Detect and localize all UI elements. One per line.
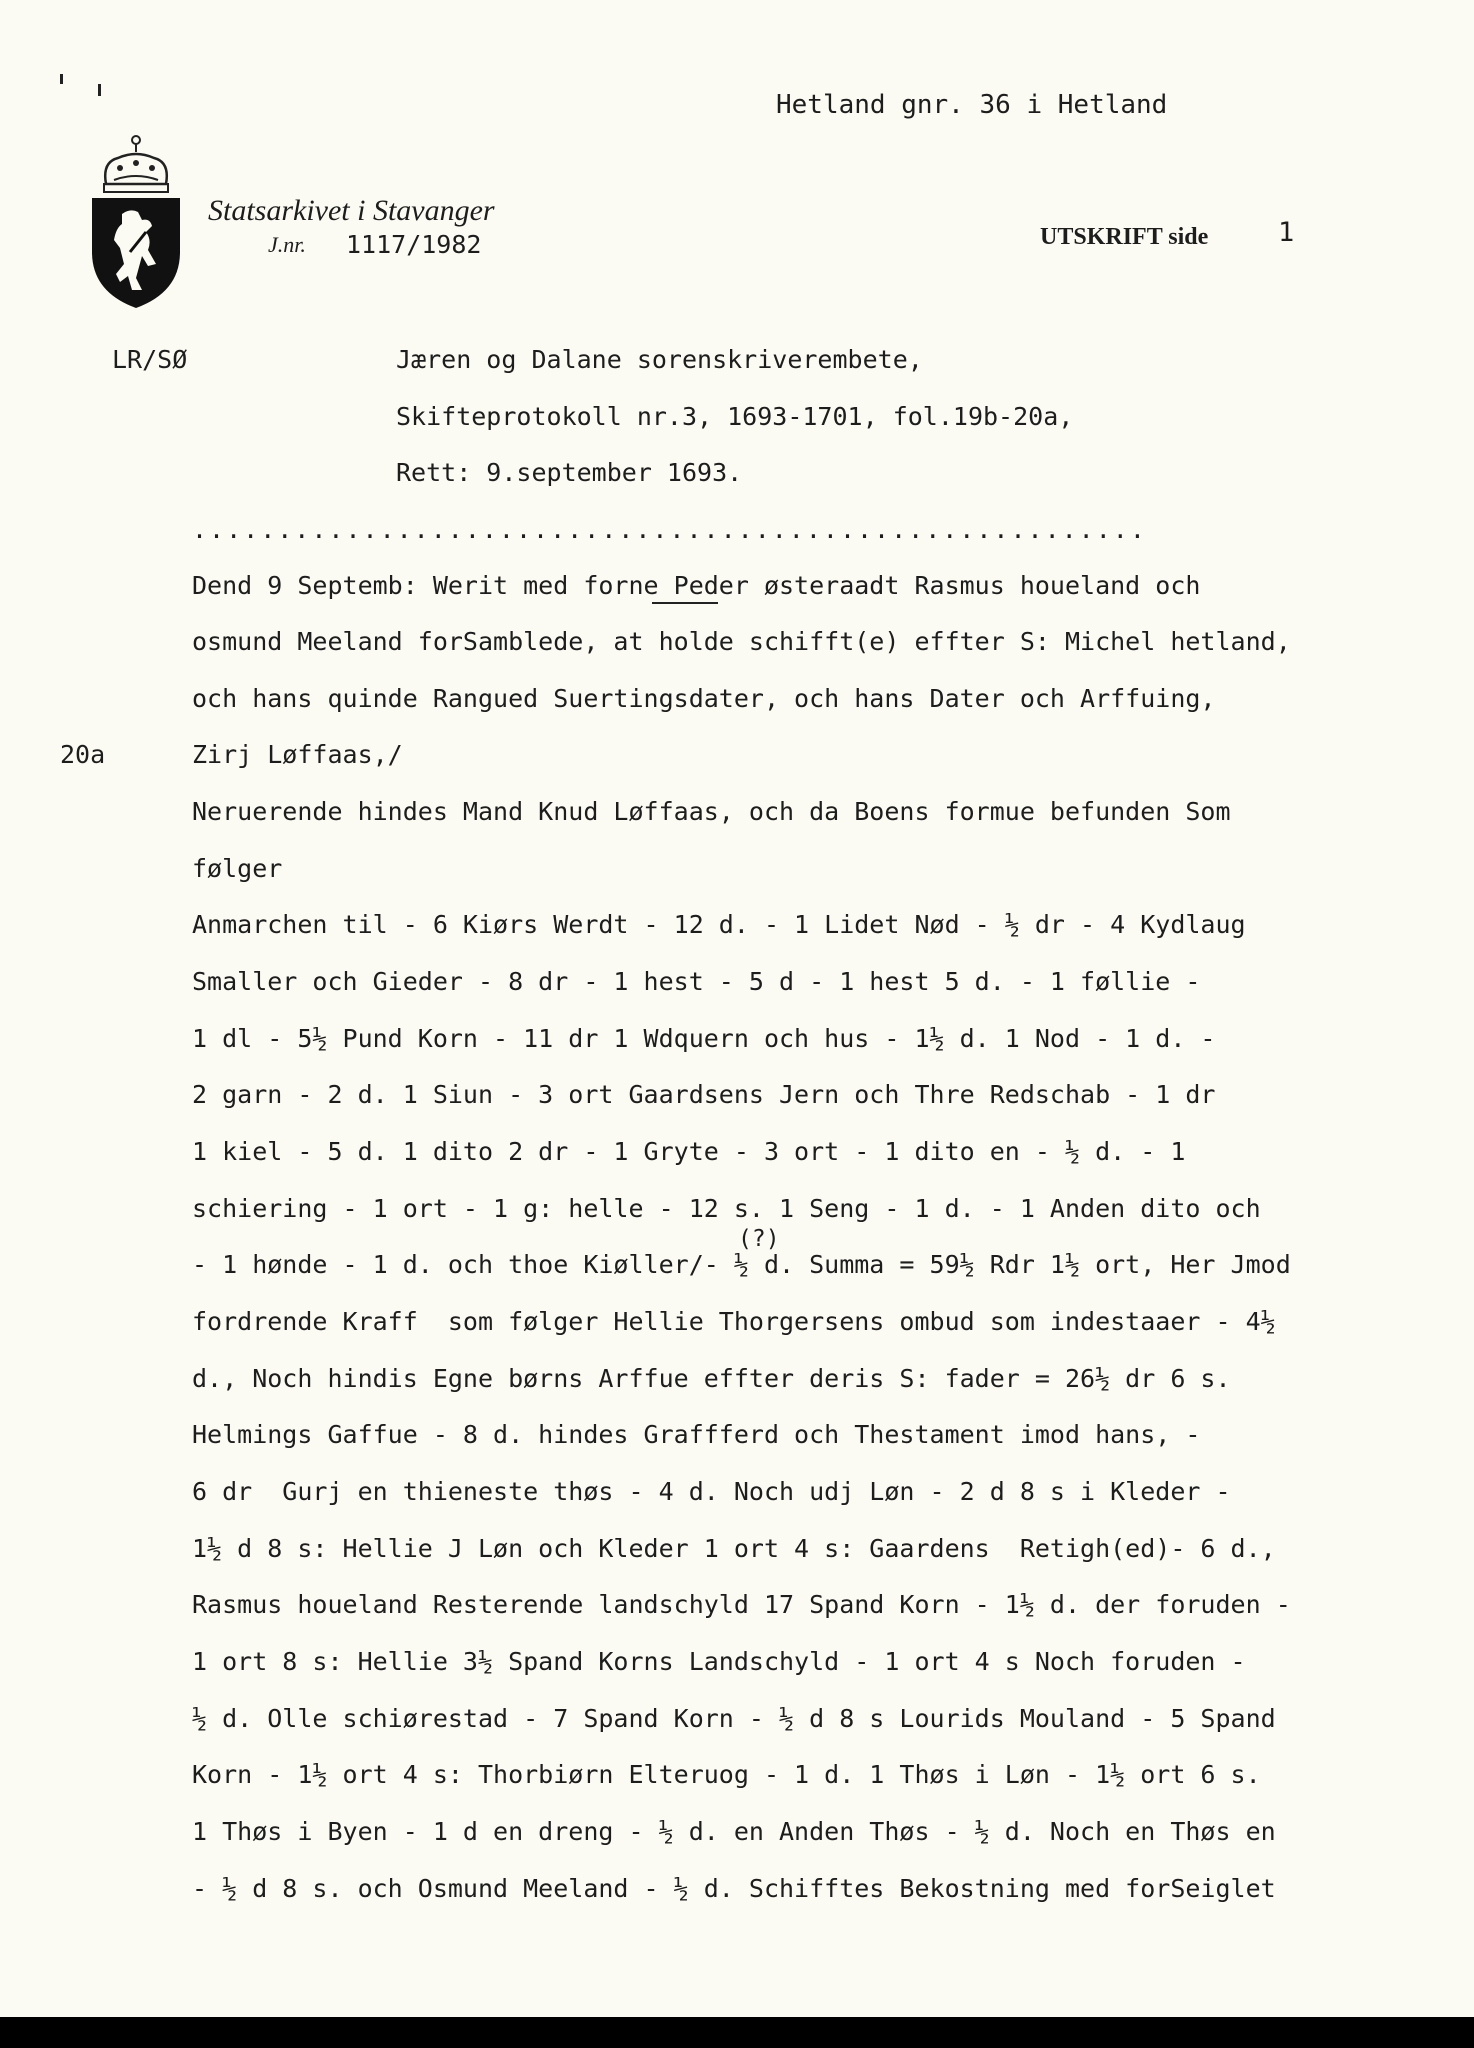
body-line-11: 1 kiel - 5 d. 1 dito 2 dr - 1 Gryte - 3 ort - 1 dito en - ½ d. - 1: [192, 1137, 1186, 1166]
body-line-16: Helmings Gaffue - 8 d. hindes Graffferd och Thestament imod hans, -: [192, 1420, 1201, 1449]
source-line-3: Rett: 9.september 1693.: [396, 458, 743, 487]
coat-of-arms-emblem: [86, 132, 186, 312]
source-line-1: Jæren og Dalane sorenskriverembete,: [396, 345, 923, 374]
body-line-04: Zirj Løffaas,/: [192, 740, 403, 769]
body-line-22: Korn - 1½ ort 4 s: Thorbiørn Elteruog - 1 d. 1 Thøs i Løn - 1½ ort 6 s.: [192, 1760, 1261, 1789]
annotation-question: (?): [738, 1226, 780, 1252]
underline-mark: [652, 602, 718, 604]
body-line-05: Neruerende hindes Mand Knud Løffaas, och da Boens formue befunden Som: [192, 797, 1231, 826]
archive-name: Statsarkivet i Stavanger: [208, 194, 495, 227]
body-line-21: ½ d. Olle schiørestad - 7 Spand Korn - ½ d 8 s Lourids Mouland - 5 Spand: [192, 1704, 1276, 1733]
body-line-09: 1 dl - 5½ Pund Korn - 11 dr 1 Wdquern och hus - 1½ d. 1 Nod - 1 d. -: [192, 1024, 1216, 1053]
body-line-01: Dend 9 Septemb: Werit med forne Peder østeraadt Rasmus houeland och: [192, 571, 1201, 600]
body-line-12: schiering - 1 ort - 1 g: helle - 12 s. 1 Seng - 1 d. - 1 Anden dito och: [192, 1194, 1261, 1223]
corner-mark: [98, 84, 101, 96]
jnr-label: J.nr.: [268, 232, 306, 257]
margin-note-folio: 20a: [60, 740, 106, 769]
dotted-separator: ........................................................: [192, 515, 1147, 544]
body-line-03: och hans quinde Rangued Suertingsdater, och hans Dater och Arffuing,: [192, 684, 1216, 713]
initials: LR/SØ: [112, 345, 188, 374]
jnr-value: 1117/1982: [346, 230, 482, 259]
body-line-17: 6 dr Gurj en thieneste thøs - 4 d. Noch udj Løn - 2 d 8 s i Kleder -: [192, 1477, 1231, 1506]
body-line-10: 2 garn - 2 d. 1 Siun - 3 ort Gaardsens Jern och Thre Redschab - 1 dr: [192, 1080, 1216, 1109]
body-line-18: 1½ d 8 s: Hellie J Løn och Kleder 1 ort 4 s: Gaardens Retigh(ed)- 6 d.,: [192, 1534, 1276, 1563]
body-line-14: fordrende Kraff som følger Hellie Thorgersens ombud som indestaaer - 4½: [192, 1307, 1276, 1336]
body-line-20: 1 ort 8 s: Hellie 3½ Spand Korns Landschyld - 1 ort 4 s Noch foruden -: [192, 1647, 1246, 1676]
body-line-23: 1 Thøs i Byen - 1 d en dreng - ½ d. en Anden Thøs - ½ d. Noch en Thøs en: [192, 1817, 1276, 1846]
body-line-13: - 1 hønde - 1 d. och thoe Kiøller/- ½ d. Summa = 59½ Rdr 1½ ort, Her Jmod: [192, 1250, 1291, 1279]
body-line-15: d., Noch hindis Egne børns Arffue effter deris S: fader = 26½ dr 6 s.: [192, 1364, 1231, 1393]
body-line-19: Rasmus houeland Resterende landschyld 17 Spand Korn - 1½ d. der foruden -: [192, 1590, 1291, 1619]
source-line-2: Skifteprotokoll nr.3, 1693-1701, fol.19b-20a,: [396, 402, 1074, 431]
property-heading: Hetland gnr. 36 i Hetland: [776, 90, 1168, 120]
body-line-02: osmund Meeland forSamblede, at holde schifft(e) effter S: Michel hetland,: [192, 627, 1291, 656]
page-number: 1: [1278, 217, 1295, 248]
body-line-08: Smaller och Gieder - 8 dr - 1 hest - 5 d - 1 hest 5 d. - 1 føllie -: [192, 967, 1201, 996]
body-line-06: følger: [192, 854, 283, 883]
utskrift-label: UTSKRIFT side: [1040, 224, 1209, 250]
corner-mark: [60, 74, 63, 84]
body-line-24: - ½ d 8 s. och Osmund Meeland - ½ d. Schifftes Bekostning med forSeiglet: [192, 1874, 1276, 1903]
body-line-07: Anmarchen til - 6 Kiørs Werdt - 12 d. - 1 Lidet Nød - ½ dr - 4 Kydlaug: [192, 910, 1246, 939]
